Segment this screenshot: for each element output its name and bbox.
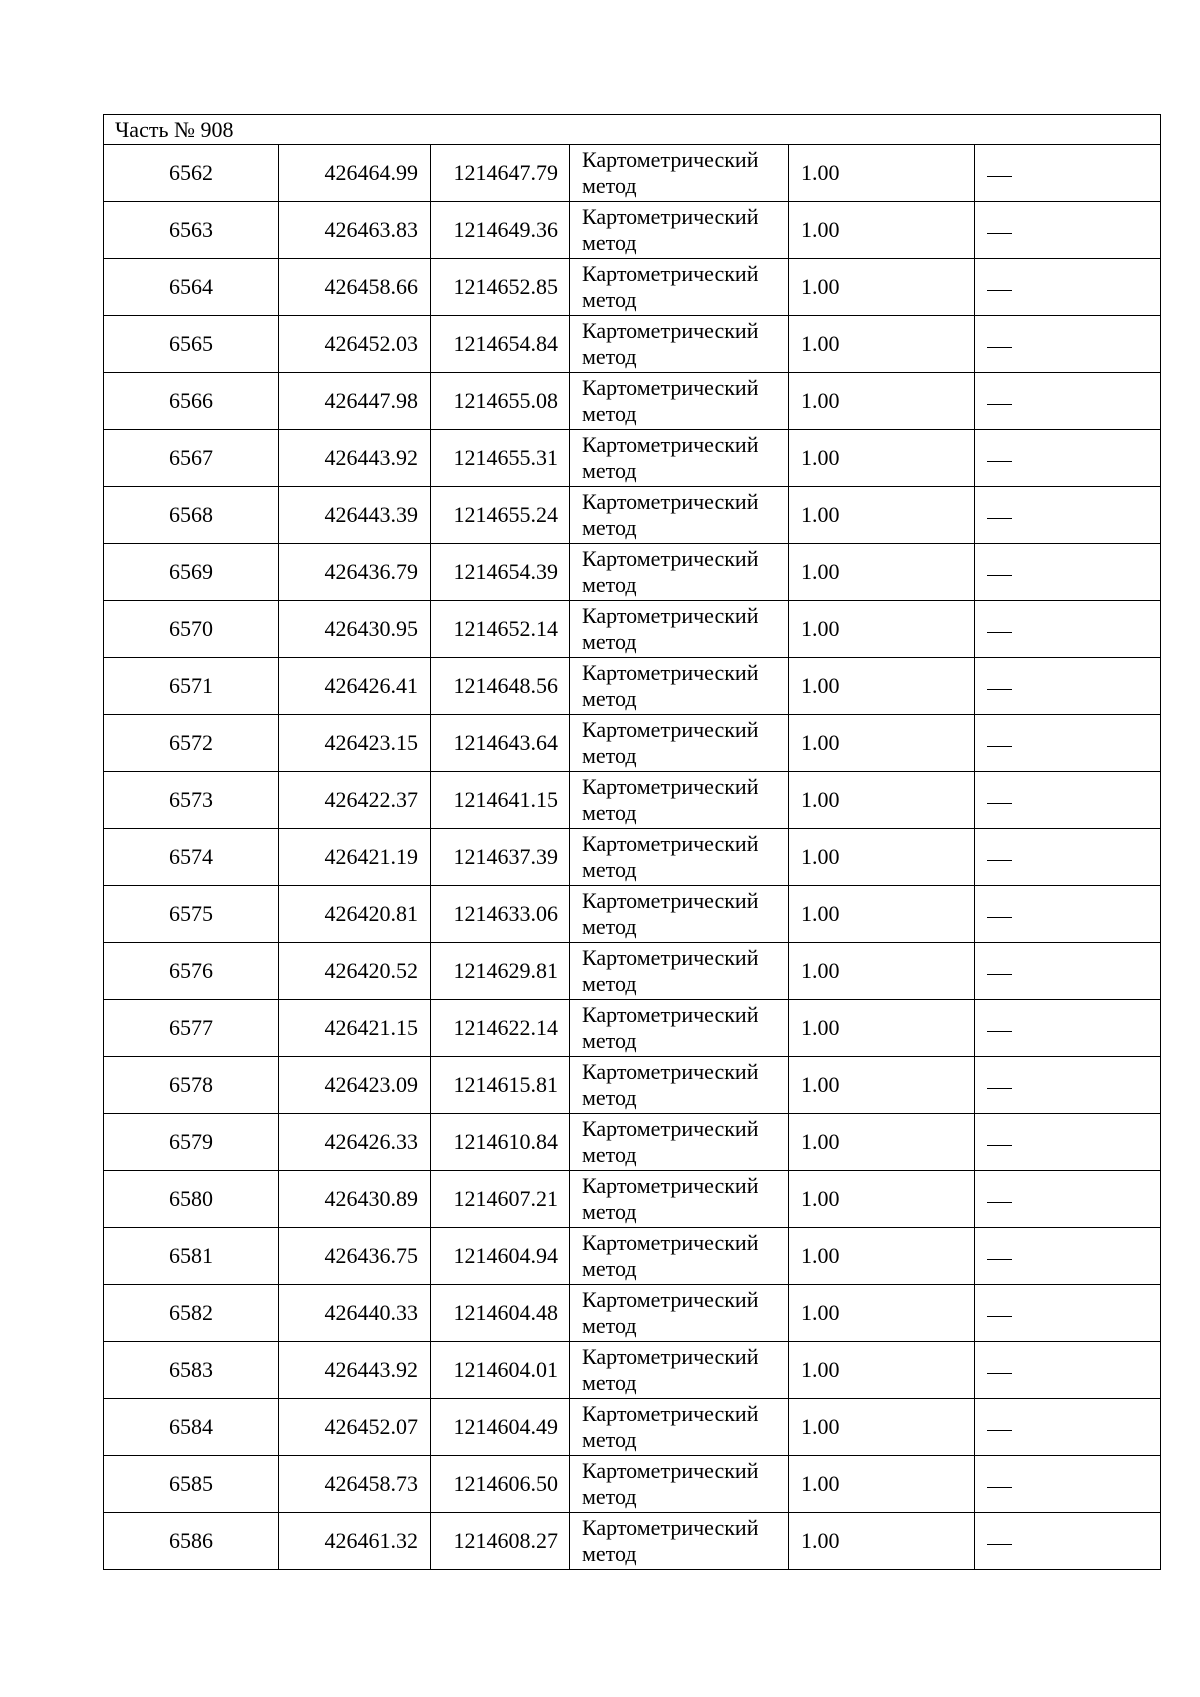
point-number: 6567 bbox=[104, 430, 279, 487]
part-label: Часть № 908 bbox=[104, 115, 1161, 145]
point-number: 6583 bbox=[104, 1342, 279, 1399]
method-line-1: Картометрический bbox=[582, 432, 759, 457]
dash-mark bbox=[987, 974, 1012, 975]
method-line-2: метод bbox=[582, 857, 637, 882]
coordinate-y: 1214652.85 bbox=[431, 259, 570, 316]
method-line-1: Картометрический bbox=[582, 603, 759, 628]
accuracy-value: 1.00 bbox=[789, 943, 975, 1000]
accuracy-value: 1.00 bbox=[789, 544, 975, 601]
table-row bbox=[104, 1285, 1161, 1342]
description-cell bbox=[975, 430, 1161, 487]
coordinate-x: 426461.32 bbox=[279, 1513, 431, 1570]
method-line-1: Картометрический bbox=[582, 660, 759, 685]
coordinate-x: 426458.66 bbox=[279, 259, 431, 316]
point-number: 6562 bbox=[104, 145, 279, 202]
point-number: 6571 bbox=[104, 658, 279, 715]
point-number: 6563 bbox=[104, 202, 279, 259]
table-row bbox=[104, 373, 1161, 430]
coordinate-x: 426421.15 bbox=[279, 1000, 431, 1057]
point-number: 6566 bbox=[104, 373, 279, 430]
coordinate-x: 426436.75 bbox=[279, 1228, 431, 1285]
description-cell bbox=[975, 1171, 1161, 1228]
description-cell bbox=[975, 544, 1161, 601]
coordinate-y: 1214643.64 bbox=[431, 715, 570, 772]
dash-mark bbox=[987, 1373, 1012, 1374]
point-number: 6581 bbox=[104, 1228, 279, 1285]
description-cell bbox=[975, 1228, 1161, 1285]
coordinate-y: 1214604.94 bbox=[431, 1228, 570, 1285]
table-row bbox=[104, 1513, 1161, 1570]
method-cell bbox=[570, 772, 789, 829]
method-line-2: метод bbox=[582, 458, 637, 483]
point-number: 6573 bbox=[104, 772, 279, 829]
description-cell bbox=[975, 1342, 1161, 1399]
accuracy-value: 1.00 bbox=[789, 886, 975, 943]
method-line-1: Картометрический bbox=[582, 945, 759, 970]
coordinate-x: 426452.03 bbox=[279, 316, 431, 373]
coordinate-x: 426423.09 bbox=[279, 1057, 431, 1114]
table-row bbox=[104, 1228, 1161, 1285]
method-line-1: Картометрический bbox=[582, 204, 759, 229]
method-line-2: метод bbox=[582, 629, 637, 654]
description-cell bbox=[975, 1000, 1161, 1057]
coordinate-x: 426426.33 bbox=[279, 1114, 431, 1171]
point-number: 6578 bbox=[104, 1057, 279, 1114]
table-row bbox=[104, 1057, 1161, 1114]
description-cell bbox=[975, 715, 1161, 772]
point-number: 6577 bbox=[104, 1000, 279, 1057]
accuracy-value: 1.00 bbox=[789, 373, 975, 430]
table-row bbox=[104, 601, 1161, 658]
coordinate-x: 426420.52 bbox=[279, 943, 431, 1000]
method-line-2: метод bbox=[582, 173, 637, 198]
point-number: 6580 bbox=[104, 1171, 279, 1228]
table-row bbox=[104, 715, 1161, 772]
table-row bbox=[104, 487, 1161, 544]
method-line-1: Картометрический bbox=[582, 1230, 759, 1255]
description-cell bbox=[975, 943, 1161, 1000]
accuracy-value: 1.00 bbox=[789, 1171, 975, 1228]
coordinate-x: 426423.15 bbox=[279, 715, 431, 772]
method-line-1: Картометрический bbox=[582, 1173, 759, 1198]
point-number: 6585 bbox=[104, 1456, 279, 1513]
table-row bbox=[104, 1342, 1161, 1399]
coordinate-x: 426436.79 bbox=[279, 544, 431, 601]
method-cell bbox=[570, 202, 789, 259]
description-cell bbox=[975, 658, 1161, 715]
method-line-2: метод bbox=[582, 515, 637, 540]
coordinate-y: 1214604.01 bbox=[431, 1342, 570, 1399]
table-row bbox=[104, 772, 1161, 829]
coordinate-x: 426447.98 bbox=[279, 373, 431, 430]
table-row bbox=[104, 316, 1161, 373]
coordinate-y: 1214622.14 bbox=[431, 1000, 570, 1057]
accuracy-value: 1.00 bbox=[789, 1342, 975, 1399]
method-line-2: метод bbox=[582, 1085, 637, 1110]
coordinate-y: 1214637.39 bbox=[431, 829, 570, 886]
accuracy-value: 1.00 bbox=[789, 316, 975, 373]
method-line-2: метод bbox=[582, 1028, 637, 1053]
method-line-1: Картометрический bbox=[582, 717, 759, 742]
coordinate-x: 426464.99 bbox=[279, 145, 431, 202]
dash-mark bbox=[987, 632, 1012, 633]
method-line-2: метод bbox=[582, 1484, 637, 1509]
coordinate-x: 426430.95 bbox=[279, 601, 431, 658]
coordinate-y: 1214633.06 bbox=[431, 886, 570, 943]
table-row bbox=[104, 544, 1161, 601]
coordinate-y: 1214647.79 bbox=[431, 145, 570, 202]
table-row bbox=[104, 1000, 1161, 1057]
method-line-1: Картометрический bbox=[582, 1515, 759, 1540]
point-number: 6584 bbox=[104, 1399, 279, 1456]
table-row bbox=[104, 145, 1161, 202]
method-cell bbox=[570, 316, 789, 373]
method-line-2: метод bbox=[582, 230, 637, 255]
coordinate-y: 1214629.81 bbox=[431, 943, 570, 1000]
method-line-2: метод bbox=[582, 800, 637, 825]
point-number: 6570 bbox=[104, 601, 279, 658]
coordinate-y: 1214652.14 bbox=[431, 601, 570, 658]
method-line-1: Картометрический bbox=[582, 1116, 759, 1141]
dash-mark bbox=[987, 1259, 1012, 1260]
method-cell bbox=[570, 715, 789, 772]
method-line-1: Картометрический bbox=[582, 1401, 759, 1426]
method-line-1: Картометрический bbox=[582, 888, 759, 913]
point-number: 6574 bbox=[104, 829, 279, 886]
method-line-1: Картометрический bbox=[582, 489, 759, 514]
method-line-1: Картометрический bbox=[582, 318, 759, 343]
method-line-1: Картометрический bbox=[582, 1458, 759, 1483]
description-cell bbox=[975, 1399, 1161, 1456]
point-number: 6575 bbox=[104, 886, 279, 943]
method-line-2: метод bbox=[582, 1256, 637, 1281]
method-line-1: Картометрический bbox=[582, 1002, 759, 1027]
coordinate-y: 1214615.81 bbox=[431, 1057, 570, 1114]
description-cell bbox=[975, 601, 1161, 658]
dash-mark bbox=[987, 746, 1012, 747]
description-cell bbox=[975, 1285, 1161, 1342]
point-number: 6582 bbox=[104, 1285, 279, 1342]
point-number: 6586 bbox=[104, 1513, 279, 1570]
method-cell bbox=[570, 1000, 789, 1057]
accuracy-value: 1.00 bbox=[789, 259, 975, 316]
coordinate-x: 426443.39 bbox=[279, 487, 431, 544]
coordinate-y: 1214641.15 bbox=[431, 772, 570, 829]
method-line-2: метод bbox=[582, 401, 637, 426]
method-line-1: Картометрический bbox=[582, 375, 759, 400]
method-line-2: метод bbox=[582, 1199, 637, 1224]
table-row bbox=[104, 658, 1161, 715]
table-row bbox=[104, 430, 1161, 487]
coordinate-y: 1214608.27 bbox=[431, 1513, 570, 1570]
coordinate-y: 1214607.21 bbox=[431, 1171, 570, 1228]
method-line-1: Картометрический bbox=[582, 1059, 759, 1084]
method-line-2: метод bbox=[582, 572, 637, 597]
method-cell bbox=[570, 1285, 789, 1342]
coordinate-y: 1214654.84 bbox=[431, 316, 570, 373]
method-cell bbox=[570, 658, 789, 715]
dash-mark bbox=[987, 404, 1012, 405]
table-row bbox=[104, 1456, 1161, 1513]
coordinate-x: 426443.92 bbox=[279, 1342, 431, 1399]
method-cell bbox=[570, 373, 789, 430]
coordinate-y: 1214655.31 bbox=[431, 430, 570, 487]
method-cell bbox=[570, 601, 789, 658]
dash-mark bbox=[987, 176, 1012, 177]
table-row bbox=[104, 829, 1161, 886]
table-row bbox=[104, 943, 1161, 1000]
dash-mark bbox=[987, 461, 1012, 462]
coordinate-y: 1214655.24 bbox=[431, 487, 570, 544]
method-line-2: метод bbox=[582, 1370, 637, 1395]
dash-mark bbox=[987, 1145, 1012, 1146]
point-number: 6576 bbox=[104, 943, 279, 1000]
method-cell bbox=[570, 544, 789, 601]
dash-mark bbox=[987, 803, 1012, 804]
dash-mark bbox=[987, 347, 1012, 348]
method-cell bbox=[570, 1342, 789, 1399]
method-line-1: Картометрический bbox=[582, 1344, 759, 1369]
coordinate-x: 426421.19 bbox=[279, 829, 431, 886]
accuracy-value: 1.00 bbox=[789, 829, 975, 886]
dash-mark bbox=[987, 290, 1012, 291]
method-cell bbox=[570, 1057, 789, 1114]
method-line-1: Картометрический bbox=[582, 831, 759, 856]
description-cell bbox=[975, 487, 1161, 544]
method-line-2: метод bbox=[582, 914, 637, 939]
method-line-2: метод bbox=[582, 287, 637, 312]
accuracy-value: 1.00 bbox=[789, 1228, 975, 1285]
accuracy-value: 1.00 bbox=[789, 601, 975, 658]
description-cell bbox=[975, 1456, 1161, 1513]
description-cell bbox=[975, 373, 1161, 430]
dash-mark bbox=[987, 860, 1012, 861]
description-cell bbox=[975, 829, 1161, 886]
accuracy-value: 1.00 bbox=[789, 202, 975, 259]
method-cell bbox=[570, 145, 789, 202]
method-line-2: метод bbox=[582, 1427, 637, 1452]
method-line-2: метод bbox=[582, 743, 637, 768]
coordinate-y: 1214655.08 bbox=[431, 373, 570, 430]
description-cell bbox=[975, 1057, 1161, 1114]
dash-mark bbox=[987, 1487, 1012, 1488]
method-cell bbox=[570, 886, 789, 943]
table-row bbox=[104, 1171, 1161, 1228]
method-line-2: метод bbox=[582, 1313, 637, 1338]
method-line-1: Картометрический bbox=[582, 774, 759, 799]
dash-mark bbox=[987, 575, 1012, 576]
dash-mark bbox=[987, 518, 1012, 519]
coordinate-x: 426426.41 bbox=[279, 658, 431, 715]
method-line-2: метод bbox=[582, 1142, 637, 1167]
method-cell bbox=[570, 829, 789, 886]
accuracy-value: 1.00 bbox=[789, 772, 975, 829]
method-line-1: Картометрический bbox=[582, 261, 759, 286]
accuracy-value: 1.00 bbox=[789, 1057, 975, 1114]
method-line-1: Картометрический bbox=[582, 147, 759, 172]
table-row bbox=[104, 1114, 1161, 1171]
table-row bbox=[104, 202, 1161, 259]
point-number: 6564 bbox=[104, 259, 279, 316]
table-row bbox=[104, 259, 1161, 316]
table-row bbox=[104, 886, 1161, 943]
coordinate-y: 1214604.48 bbox=[431, 1285, 570, 1342]
description-cell bbox=[975, 1114, 1161, 1171]
dash-mark bbox=[987, 1202, 1012, 1203]
coordinate-x: 426458.73 bbox=[279, 1456, 431, 1513]
method-line-1: Картометрический bbox=[582, 546, 759, 571]
accuracy-value: 1.00 bbox=[789, 145, 975, 202]
dash-mark bbox=[987, 1544, 1012, 1545]
coordinate-y: 1214610.84 bbox=[431, 1114, 570, 1171]
coordinate-y: 1214648.56 bbox=[431, 658, 570, 715]
point-number: 6572 bbox=[104, 715, 279, 772]
coordinate-x: 426443.92 bbox=[279, 430, 431, 487]
dash-mark bbox=[987, 1031, 1012, 1032]
dash-mark bbox=[987, 1088, 1012, 1089]
method-line-2: метод bbox=[582, 1541, 637, 1566]
accuracy-value: 1.00 bbox=[789, 1456, 975, 1513]
method-cell bbox=[570, 1513, 789, 1570]
method-cell bbox=[570, 1114, 789, 1171]
table-body bbox=[104, 115, 1161, 1570]
description-cell bbox=[975, 202, 1161, 259]
coordinate-y: 1214649.36 bbox=[431, 202, 570, 259]
method-line-1: Картометрический bbox=[582, 1287, 759, 1312]
point-number: 6579 bbox=[104, 1114, 279, 1171]
point-number: 6569 bbox=[104, 544, 279, 601]
method-cell bbox=[570, 1228, 789, 1285]
method-cell bbox=[570, 1399, 789, 1456]
accuracy-value: 1.00 bbox=[789, 715, 975, 772]
dash-mark bbox=[987, 917, 1012, 918]
coordinate-x: 426452.07 bbox=[279, 1399, 431, 1456]
method-cell bbox=[570, 1171, 789, 1228]
coordinate-x: 426440.33 bbox=[279, 1285, 431, 1342]
point-number: 6568 bbox=[104, 487, 279, 544]
method-cell bbox=[570, 430, 789, 487]
coordinate-y: 1214604.49 bbox=[431, 1399, 570, 1456]
method-line-2: метод bbox=[582, 344, 637, 369]
coordinate-x: 426463.83 bbox=[279, 202, 431, 259]
dash-mark bbox=[987, 233, 1012, 234]
description-cell bbox=[975, 886, 1161, 943]
accuracy-value: 1.00 bbox=[789, 1399, 975, 1456]
method-line-2: метод bbox=[582, 686, 637, 711]
accuracy-value: 1.00 bbox=[789, 1285, 975, 1342]
table-row bbox=[104, 1399, 1161, 1456]
method-cell bbox=[570, 943, 789, 1000]
coordinate-y: 1214654.39 bbox=[431, 544, 570, 601]
method-cell bbox=[570, 487, 789, 544]
description-cell bbox=[975, 316, 1161, 373]
coordinate-x: 426422.37 bbox=[279, 772, 431, 829]
coordinate-x: 426420.81 bbox=[279, 886, 431, 943]
accuracy-value: 1.00 bbox=[789, 430, 975, 487]
dash-mark bbox=[987, 1430, 1012, 1431]
method-cell bbox=[570, 1456, 789, 1513]
coordinate-x: 426430.89 bbox=[279, 1171, 431, 1228]
accuracy-value: 1.00 bbox=[789, 487, 975, 544]
point-number: 6565 bbox=[104, 316, 279, 373]
method-cell bbox=[570, 259, 789, 316]
method-line-2: метод bbox=[582, 971, 637, 996]
description-cell bbox=[975, 259, 1161, 316]
accuracy-value: 1.00 bbox=[789, 658, 975, 715]
accuracy-value: 1.00 bbox=[789, 1513, 975, 1570]
accuracy-value: 1.00 bbox=[789, 1114, 975, 1171]
part-header-row bbox=[104, 115, 1161, 145]
description-cell bbox=[975, 772, 1161, 829]
dash-mark bbox=[987, 689, 1012, 690]
accuracy-value: 1.00 bbox=[789, 1000, 975, 1057]
description-cell bbox=[975, 1513, 1161, 1570]
description-cell bbox=[975, 145, 1161, 202]
coordinates-table bbox=[103, 114, 1161, 1570]
coordinate-y: 1214606.50 bbox=[431, 1456, 570, 1513]
dash-mark bbox=[987, 1316, 1012, 1317]
